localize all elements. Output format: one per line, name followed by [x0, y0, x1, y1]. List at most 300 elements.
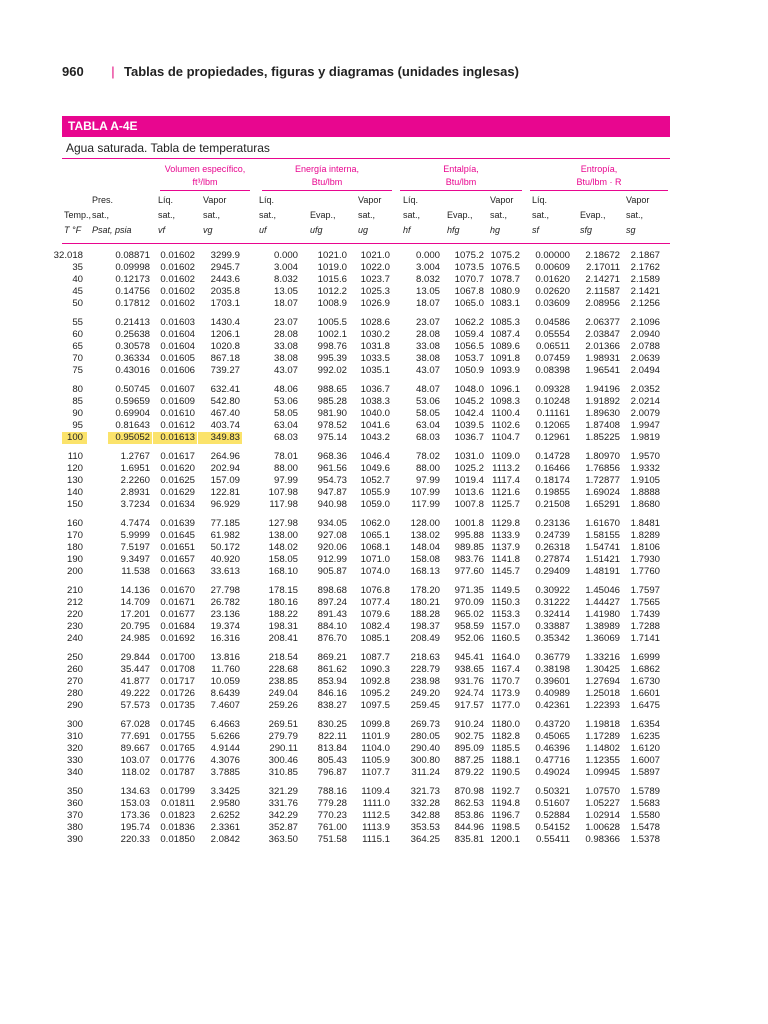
table-row	[0, 341, 768, 353]
table-cell: 190	[66, 553, 83, 565]
table-cell: 0.23136	[535, 518, 570, 529]
table-cell: 1.6475	[630, 699, 660, 711]
table-cell: 1050.9	[454, 364, 484, 376]
table-cell: 887.25	[454, 754, 484, 766]
table-cell: 0.17812	[115, 297, 150, 309]
table-cell: 1025.3	[360, 285, 390, 297]
column-header-line: T °F	[64, 225, 82, 235]
table-cell: 23.07	[273, 317, 298, 328]
table-cell: 180.16	[268, 596, 298, 608]
table-cell: 947.87	[317, 486, 347, 498]
table-cell: 2.17011	[586, 261, 620, 273]
table-cell: 300.46	[268, 754, 298, 766]
table-cell: 1113.9	[362, 821, 390, 833]
table-cell: 260	[66, 663, 83, 675]
header-separator: |	[111, 64, 115, 79]
column-header-line: sat.,	[403, 210, 421, 220]
table-subtitle: Agua saturada. Tabla de temperaturas	[66, 141, 270, 155]
table-cell: 53.06	[415, 395, 440, 407]
column-header-line	[580, 193, 606, 208]
table-cell: 1206.1	[210, 328, 240, 340]
table-cell: 1089.6	[490, 340, 520, 352]
table-cell: 4.9144	[210, 742, 240, 754]
table-cell: 178.15	[268, 585, 298, 596]
table-cell: 0.01651	[160, 541, 195, 553]
table-cell: 2.3361	[210, 821, 240, 833]
column-header-line: Pres.	[92, 195, 114, 205]
column-header-line: Evap.,	[447, 210, 473, 220]
table-cell: 2035.8	[210, 285, 240, 297]
table-cell: 1040.0	[360, 407, 390, 419]
table-row	[0, 810, 768, 822]
table-cell: 403.74	[210, 419, 240, 431]
table-cell: 1153.3	[491, 608, 520, 620]
column-header-line: uf	[259, 225, 267, 235]
table-cell: 0.01717	[160, 675, 195, 687]
table-cell: 1.9819	[630, 431, 660, 443]
table-cell: 1164.0	[491, 652, 520, 663]
table-row	[0, 298, 768, 310]
table-cell: 1.30425	[585, 663, 620, 675]
table-cell: 1075.2	[454, 250, 484, 261]
table-cell: 58.05	[415, 407, 440, 419]
table-cell: 17.201	[120, 608, 150, 620]
table-cell: 879.22	[454, 766, 484, 778]
table-cell: 370	[66, 809, 83, 821]
table-cell: 33.08	[415, 340, 440, 352]
table-cell: 0.10248	[535, 395, 570, 407]
table-cell: 269.51	[268, 719, 298, 730]
table-cell: 952.06	[454, 632, 484, 644]
table-cell: 0.14728	[535, 451, 570, 462]
table-cell: 1.19818	[585, 719, 620, 730]
table-cell: 1090.3	[360, 663, 390, 675]
table-cell: 1.7597	[630, 585, 660, 596]
table-cell: 632.41	[210, 384, 240, 395]
table-cell: 1.89630	[585, 407, 620, 419]
table-cell: 353.53	[410, 821, 440, 833]
table-cell: 1.6120	[630, 742, 660, 754]
table-cell: 779.28	[317, 797, 347, 809]
table-cell: 1062.0	[360, 518, 390, 529]
table-cell: 1031.0	[454, 451, 484, 462]
column-header-line: vf	[158, 225, 166, 235]
table-cell: 28.08	[415, 328, 440, 340]
table-cell: 0.000	[415, 250, 440, 261]
table-cell: 0.01617	[160, 451, 195, 462]
table-cell: 1.5378	[630, 833, 660, 845]
table-cell: 75	[72, 364, 83, 376]
table-cell: 0.36779	[535, 652, 570, 663]
table-row	[0, 432, 768, 444]
table-title-bar	[62, 116, 670, 137]
table-cell: 1101.9	[361, 730, 390, 742]
column-header	[64, 193, 91, 238]
table-cell: 2.9580	[210, 797, 240, 809]
table-cell: 0.01684	[160, 620, 195, 632]
table-cell: 0.07459	[535, 352, 570, 364]
table-cell: 300.80	[410, 754, 440, 766]
table-cell: 965.02	[454, 608, 484, 620]
table-cell: 230	[66, 620, 83, 632]
table-cell: 1065.1	[360, 529, 390, 541]
table-cell: 1.05227	[585, 797, 620, 809]
table-cell: 1.44427	[585, 596, 620, 608]
table-cell: 978.52	[317, 419, 347, 431]
table-cell: 13.05	[415, 285, 440, 297]
table-cell: 0.31222	[535, 596, 570, 608]
table-cell: 1.02914	[585, 809, 620, 821]
table-cell: 208.49	[410, 632, 440, 644]
table-cell: 220.33	[120, 833, 150, 845]
table-row	[0, 755, 768, 767]
table-cell: 0.01850	[160, 833, 195, 845]
table-cell: 0.01604	[160, 340, 195, 352]
table-row	[0, 396, 768, 408]
table-cell: 1.94196	[585, 384, 620, 395]
table-cell: 869.21	[317, 652, 347, 663]
table-cell: 0.49024	[535, 766, 570, 778]
table-cell: 148.02	[268, 541, 298, 553]
table-cell: 0.01602	[160, 285, 195, 297]
row-group	[0, 786, 768, 845]
table-cell: 1059.0	[360, 498, 390, 510]
table-cell: 1008.9	[317, 297, 347, 309]
table-cell: 40.920	[210, 553, 240, 565]
table-cell: 118.02	[121, 766, 150, 778]
table-cell: 467.40	[210, 407, 240, 419]
table-cell: 1077.4	[360, 596, 390, 608]
table-cell: 761.00	[317, 821, 347, 833]
table-row	[0, 317, 768, 329]
table-cell: 32.018	[53, 250, 83, 261]
table-cell: 8.032	[273, 273, 298, 285]
column-header-line	[310, 193, 336, 208]
table-cell: 0.12065	[535, 419, 570, 431]
table-cell: 1112.5	[362, 809, 390, 821]
table-cell: 1.36069	[585, 632, 620, 644]
table-cell: 1.6354	[630, 719, 660, 730]
table-cell: 931.76	[454, 675, 484, 687]
table-cell: 998.76	[317, 340, 347, 352]
group-units: Btu/lbm	[262, 176, 392, 191]
table-cell: 310.85	[268, 766, 298, 778]
table-cell: 107.98	[268, 486, 298, 498]
table-row	[0, 609, 768, 621]
table-cell: 1005.5	[317, 317, 347, 328]
table-cell: 350	[66, 786, 83, 797]
table-cell: 970.09	[454, 596, 484, 608]
table-cell: 1097.5	[360, 699, 390, 711]
table-cell: 1.51421	[585, 553, 620, 565]
table-cell: 363.50	[268, 833, 298, 845]
table-cell: 1.17289	[585, 730, 620, 742]
table-cell: 975.14	[317, 431, 347, 443]
table-cell: 1.7439	[630, 608, 660, 620]
column-header-line: sat.,	[490, 210, 508, 220]
table-cell: 895.09	[454, 742, 484, 754]
table-cell: 1137.9	[491, 541, 520, 553]
table-cell: 0.01610	[160, 407, 195, 419]
table-cell: 1074.0	[360, 565, 390, 577]
table-row	[0, 664, 768, 676]
table-cell: 40	[72, 273, 83, 285]
table-cell: 0.35342	[535, 632, 570, 644]
table-cell: 1019.0	[317, 261, 347, 273]
table-cell: 1109.0	[491, 451, 520, 462]
table-cell: 891.43	[317, 608, 347, 620]
table-cell: 2.1762	[630, 261, 660, 273]
table-cell: 178.20	[410, 585, 440, 596]
table-row	[0, 420, 768, 432]
table-row	[0, 585, 768, 597]
table-cell: 1196.7	[491, 809, 520, 821]
table-cell: 1.48191	[585, 565, 620, 577]
table-cell: 138.00	[268, 529, 298, 541]
table-cell: 1.27694	[585, 675, 620, 687]
table-cell: 898.68	[317, 585, 347, 596]
table-cell: 0.08398	[535, 364, 570, 376]
table-cell: 3.7234	[120, 498, 150, 510]
group-label: Volumen específico,	[164, 164, 246, 174]
table-cell: 2.01366	[585, 340, 620, 352]
table-cell: 1.72877	[585, 474, 620, 486]
table-cell: 1033.5	[360, 352, 390, 364]
table-cell: 1.9570	[630, 451, 660, 462]
table-cell: 1076.5	[490, 261, 520, 273]
table-cell: 0.24739	[535, 529, 570, 541]
column-header	[259, 193, 276, 238]
table-cell: 290.40	[410, 742, 440, 754]
table-cell: 0.32414	[535, 608, 570, 620]
table-cell: 1.9947	[630, 419, 660, 431]
table-cell: 1.6999	[630, 652, 660, 663]
column-header-line: sat.,	[158, 210, 176, 220]
table-cell: 1149.5	[491, 585, 520, 596]
table-cell: 2.1096	[630, 317, 660, 328]
table-cell: 68.03	[273, 431, 298, 443]
table-cell: 188.22	[268, 608, 298, 620]
table-cell: 35	[72, 261, 83, 273]
table-cell: 981.90	[317, 407, 347, 419]
table-cell: 269.73	[410, 719, 440, 730]
table-cell: 1198.5	[491, 821, 520, 833]
table-cell: 1039.5	[454, 419, 484, 431]
table-cell: 0.09998	[115, 261, 150, 273]
table-cell: 1.6951	[120, 462, 150, 474]
table-cell: 67.028	[120, 719, 150, 730]
table-cell: 332.28	[410, 797, 440, 809]
column-header-line: Líq.	[532, 195, 548, 205]
row-group	[0, 250, 768, 309]
table-cell: 1.14802	[585, 742, 620, 754]
table-cell: 1087.7	[360, 652, 390, 663]
table-cell: 1.87408	[585, 419, 620, 431]
table-cell: 1012.2	[317, 285, 347, 297]
table-cell: 11.760	[211, 663, 240, 675]
table-cell: 0.21413	[115, 317, 150, 328]
table-cell: 1041.6	[360, 419, 390, 431]
table-cell: 170	[66, 529, 83, 541]
table-cell: 168.13	[410, 565, 440, 577]
table-cell: 0.45065	[535, 730, 570, 742]
table-cell: 846.16	[317, 687, 347, 699]
table-cell: 122.81	[210, 486, 240, 498]
table-cell: 1100.4	[491, 407, 520, 419]
table-cell: 23.136	[210, 608, 240, 620]
table-row	[0, 798, 768, 810]
table-cell: 2.11587	[586, 285, 620, 297]
table-cell: 11.538	[121, 565, 150, 577]
table-cell: 0.40989	[535, 687, 570, 699]
table-cell: 9.3497	[120, 553, 150, 565]
table-cell: 0.01671	[160, 596, 195, 608]
table-cell: 0.26318	[535, 541, 570, 553]
table-cell: 1075.2	[490, 250, 520, 261]
column-header	[532, 193, 549, 238]
table-cell: 0.00609	[535, 261, 570, 273]
group-enthalpy	[400, 163, 522, 191]
table-cell: 0.27874	[535, 553, 570, 565]
table-cell: 910.24	[454, 719, 484, 730]
table-cell: 1194.8	[491, 797, 520, 809]
table-cell: 1013.6	[454, 486, 484, 498]
table-cell: 5.6266	[210, 730, 240, 742]
table-cell: 0.29409	[535, 565, 570, 577]
table-cell: 0.33887	[535, 620, 570, 632]
table-cell: 542.80	[210, 395, 240, 407]
table-cell: 0.01613	[160, 431, 195, 443]
table-cell: 279.79	[268, 730, 298, 742]
table-cell: 2.03847	[585, 328, 620, 340]
table-cell: 0.95052	[115, 431, 150, 443]
table-cell: 1022.0	[360, 261, 390, 273]
table-cell: 58.05	[273, 407, 298, 419]
table-cell: 977.60	[454, 565, 484, 577]
table-row	[0, 384, 768, 396]
table-cell: 68.03	[415, 431, 440, 443]
table-cell: 228.68	[268, 663, 298, 675]
table-cell: 160	[66, 518, 83, 529]
table-cell: 1167.4	[491, 663, 520, 675]
table-cell: 0.01677	[160, 608, 195, 620]
table-cell: 1113.2	[492, 462, 520, 474]
column-header-line: ug	[358, 225, 369, 235]
table-cell: 249.20	[410, 687, 440, 699]
table-cell: 853.86	[454, 809, 484, 821]
table-cell: 1001.8	[454, 518, 484, 529]
table-cell: 290.11	[269, 742, 298, 754]
table-cell: 1093.9	[490, 364, 520, 376]
table-cell: 1.96541	[585, 364, 620, 376]
table-cell: 1076.8	[360, 585, 390, 596]
table-cell: 0.19855	[535, 486, 570, 498]
table-cell: 1.7565	[630, 596, 660, 608]
table-cell: 23.07	[415, 317, 440, 328]
table-cell: 861.62	[317, 663, 347, 675]
row-group	[0, 585, 768, 644]
table-cell: 0.01602	[160, 297, 195, 309]
column-header-line	[447, 193, 473, 208]
table-cell: 1.7141	[630, 632, 660, 644]
table-cell: 1.5580	[630, 809, 660, 821]
table-cell: 280	[66, 687, 83, 699]
column-header-line: sat.,	[259, 210, 277, 220]
group-label: Entalpía,	[443, 164, 479, 174]
table-cell: 897.24	[317, 596, 347, 608]
table-cell: 2945.7	[210, 261, 240, 273]
table-cell: 0.01670	[160, 585, 195, 596]
column-header-line: sf	[532, 225, 540, 235]
table-row	[0, 834, 768, 846]
table-cell: 1079.6	[360, 608, 390, 620]
table-cell: 380	[66, 821, 83, 833]
table-cell: 0.55411	[536, 833, 570, 845]
table-cell: 340	[66, 766, 83, 778]
table-cell: 958.59	[454, 620, 484, 632]
table-cell: 0.01620	[535, 273, 570, 285]
table-cell: 2.0494	[630, 364, 660, 376]
table-cell: 1.5683	[630, 797, 660, 809]
table-cell: 8.032	[415, 273, 440, 285]
table-cell: 813.84	[317, 742, 347, 754]
column-header	[403, 193, 420, 238]
table-row	[0, 365, 768, 377]
table-cell: 14.709	[120, 596, 150, 608]
table-cell: 150	[66, 498, 83, 510]
table-row	[0, 786, 768, 798]
table-cell: 1.12355	[585, 754, 620, 766]
table-cell: 0.11161	[536, 407, 570, 419]
table-cell: 1129.8	[491, 518, 520, 529]
table-cell: 1703.1	[210, 297, 240, 309]
table-cell: 0.00000	[535, 250, 570, 261]
table-cell: 995.88	[454, 529, 484, 541]
table-cell: 0.42361	[535, 699, 570, 711]
table-cell: 134.63	[120, 786, 150, 797]
column-header-line	[64, 193, 91, 208]
table-cell: 259.26	[268, 699, 298, 711]
table-cell: 1.2767	[120, 451, 150, 462]
group-label: Energía interna,	[294, 164, 360, 174]
table-cell: 0.01645	[160, 529, 195, 541]
table-cell: 1157.0	[491, 620, 520, 632]
table-cell: 1048.0	[454, 384, 484, 395]
column-header	[580, 193, 606, 238]
table-cell: 10.059	[210, 675, 240, 687]
table-cell: 1.5897	[630, 766, 660, 778]
table-cell: 1.76856	[585, 462, 620, 474]
table-cell: 1133.9	[491, 529, 520, 541]
table-cell: 1056.5	[454, 340, 484, 352]
table-cell: 1125.7	[491, 498, 520, 510]
table-cell: 902.75	[454, 730, 484, 742]
table-cell: 1.6007	[630, 754, 660, 766]
table-cell: 1091.8	[490, 352, 520, 364]
table-cell: 1080.9	[490, 285, 520, 297]
table-cell: 89.667	[120, 742, 150, 754]
column-header-line: Vapor	[203, 195, 227, 205]
table-cell: 0.01612	[160, 419, 195, 431]
column-header-line: hfg	[447, 225, 460, 235]
table-cell: 844.96	[454, 821, 484, 833]
table-cell: 1.25018	[585, 687, 620, 699]
table-cell: 80	[72, 384, 83, 395]
table-cell: 1096.1	[490, 384, 520, 395]
column-header-line: hf	[403, 225, 411, 235]
table-cell: 27.798	[210, 585, 240, 596]
table-cell: 24.985	[120, 632, 150, 644]
